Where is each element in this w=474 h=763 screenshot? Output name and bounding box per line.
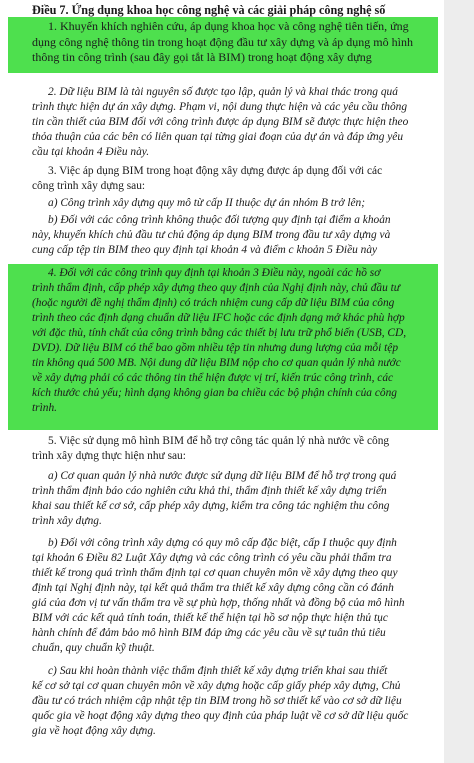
- text-line: (hoặc người đề nghị thẩm định) có trách nhiệm cung cấp dữ liệu BIM của công: [32, 297, 395, 309]
- text-line: đầu tư có trách nhiệm cập nhật tệp tin BIM trong hồ sơ thiết kế vào cơ sở dữ liệu: [32, 695, 402, 707]
- text-line: định tại Nghị định này, tại kết quả thẩm tra thiết kế xây dựng công cần có đánh: [32, 582, 394, 594]
- text-line: tại khoản 6 Điều 82 Luật Xây dựng và các công trình có yêu cầu phải thẩm tra: [32, 552, 392, 564]
- article-heading: Điều 7. Ứng dụng khoa học công nghệ và các giải pháp công nghệ số: [32, 3, 386, 17]
- text-line: thông tin công trình (sau đây gọi tắt là BIM) trong hoạt động xây dựng: [32, 50, 372, 64]
- clause-5: [32, 434, 432, 464]
- text-line: b) Đối với công trình xây dựng có quy mô cấp đặc biệt, cấp I thuộc quy định: [48, 537, 397, 549]
- text-line: với đặc thù, tính chất của công trình bằng các thiết bị lưu trữ phổ biến (USB, CD,: [32, 327, 407, 339]
- text-line: c) Sau khi hoàn thành việc thẩm định thiết kế xây dựng triển khai sau thiết: [48, 665, 388, 677]
- text-line: về xây dựng phải có các thông tin thể hiện được vị trí, kiến trúc công trình, các: [32, 372, 394, 384]
- clause-4: [32, 266, 432, 416]
- clause-3a: [32, 196, 432, 211]
- text-line: kế cơ sở tại cơ quan chuyên môn về xây dựng hoặc cấp giấy phép xây dựng, Chủ: [32, 680, 401, 692]
- text-line: thiết kế trong quá trình thẩm định tại cơ quan chuyên môn về xây dựng theo quy: [32, 567, 398, 579]
- text-line: 2. Dữ liệu BIM là tài nguyên số được tạo lập, quản lý và khai thác trong quá: [48, 86, 398, 98]
- clause-3b: [32, 213, 432, 258]
- clause-5a: [32, 469, 432, 529]
- text-line: này, khuyến khích chủ đầu tư chủ động áp dụng BIM trong đầu tư xây dựng và: [32, 229, 391, 241]
- text-line: BIM với các kết quả tính toán, thiết kế thể hiện tại hồ sơ nộp thực hiện thủ tục: [32, 612, 388, 624]
- text-line: chuẩn, quy chuẩn kỹ thuật.: [32, 642, 155, 654]
- text-line: khai sau thiết kế cơ sở, cấp phép xây dựng, kiểm tra công tác nghiệm thu công: [32, 500, 390, 512]
- text-line: cung cấp tệp tin BIM theo quy định tại khoản 4 và điểm c khoản 5 Điều này: [32, 244, 378, 256]
- text-line: trình thẩm định báo cáo nghiên cứu khả thi, thẩm định thiết kế xây dựng triển: [32, 485, 387, 497]
- text-line: trình.: [32, 402, 58, 414]
- text-line: b) Đối với các công trình không thuộc đối tượng quy định tại điểm a khoản: [48, 214, 391, 226]
- text-line: trình thẩm định, cấp phép xây dựng theo quy định của Nghị định này, chủ đầu tư: [32, 282, 401, 294]
- text-line: trình theo các định dạng chuẩn dữ liệu IFC hoặc các định dạng mở khác phù hợp: [32, 312, 405, 324]
- text-line: thỏa thuận của các bên có liên quan tại từng giai đoạn của dự án và đáp ứng yêu: [32, 131, 404, 143]
- clause-1: [32, 19, 432, 66]
- text-line: 5. Việc sử dụng mô hình BIM để hỗ trợ công tác quản lý nhà nước về công: [48, 435, 390, 447]
- clause-3: [32, 164, 432, 194]
- text-line: hành chính để đảm bảo mô hình BIM đáp ứng các yêu cầu về sự tuân thủ tiêu: [32, 627, 386, 639]
- text-line: 4. Đối với các công trình quy định tại khoản 3 Điều này, ngoài các hồ sơ: [48, 267, 381, 279]
- text-line: 1. Khuyến khích nghiên cứu, áp dụng khoa học và công nghệ tiên tiến, ứng: [48, 19, 409, 33]
- text-line: gia về hoạt động xây dựng.: [32, 725, 156, 737]
- clause-5c: [32, 664, 432, 739]
- text-line: giá của đơn vị tư vấn thẩm tra về sự phù hợp, thống nhất và đồng bộ của mô hình: [32, 597, 405, 609]
- text-line: trình xây dựng thực hiện như sau:: [32, 450, 186, 462]
- text-line: dụng công nghệ thông tin trong hoạt động đầu tư xây dựng và áp dụng mô hình: [32, 34, 413, 49]
- clause-2: [32, 85, 432, 160]
- text-line: DVD). Dữ liệu BIM có thể bao gồm nhiều tệp tin nhưng dung lượng của mỗi tệp: [32, 342, 399, 354]
- text-line: a) Công trình xây dựng quy mô từ cấp II thuộc dự án nhóm B trở lên;: [48, 197, 366, 209]
- text-line: tin không quá 500 MB. Nội dung dữ liệu BIM nộp cho cơ quan quản lý nhà nước: [32, 357, 401, 369]
- text-line: quốc gia về hoạt động xây dựng theo quy định của pháp luật về cơ sở dữ liệu quốc: [32, 710, 409, 722]
- text-line: tin cần thiết của BIM đối với công trình được áp dụng BIM sẽ được thực hiện theo: [32, 116, 409, 128]
- text-line: kích thước chủ yếu; hình dạng không gian ba chiều các bộ phận chính của công: [32, 387, 397, 399]
- text-line: công trình xây dựng sau:: [32, 180, 146, 192]
- text-line: trình xây dựng.: [32, 515, 102, 527]
- text-line: trình thực hiện dự án xây dựng. Phạm vi, nội dung thực hiện và các yêu cầu thông: [32, 101, 408, 113]
- scrollbar-track[interactable]: [444, 0, 474, 763]
- clause-5b: [32, 536, 432, 656]
- text-line: cầu tại khoản 4 Điều này.: [32, 146, 150, 158]
- text-line: 3. Việc áp dụng BIM trong hoạt động xây dựng được áp dụng đối với các: [48, 165, 383, 177]
- text-line: a) Cơ quan quản lý nhà nước được sử dụng dữ liệu BIM để hỗ trợ trong quá: [48, 470, 397, 482]
